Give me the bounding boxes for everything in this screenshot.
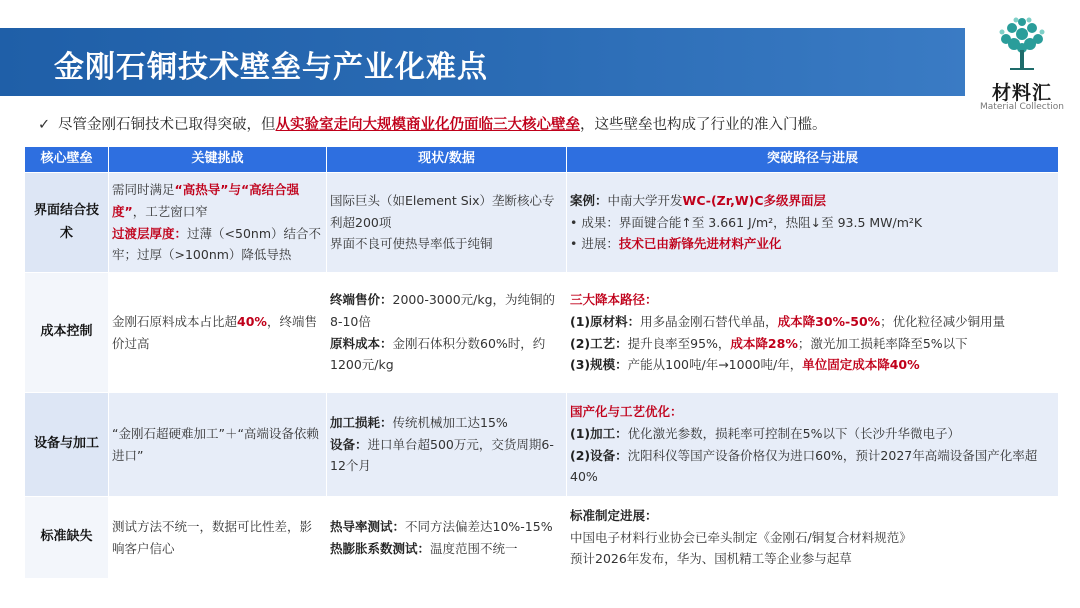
challenge-text: 金刚石原料成本占比超 [112,313,238,329]
path-text: • 进展： [570,236,619,252]
table-header-row [25,147,1059,173]
barrier-cell: 设备与加工 [25,393,109,497]
challenge-text: 过薄（<50nm）结合不牢；过厚（>100nm）降低导热 [112,225,321,263]
path-text: 产能从100吨/年→1000吨/年， [627,357,803,373]
barrier-cell: 界面结合技术 [25,173,109,273]
status-label: 热膨胀系数测试： [330,540,431,556]
tree-logo-icon [996,12,1048,72]
status-cell [327,173,567,273]
challenge-cell [109,273,327,393]
path-label: (2)设备： [570,447,628,463]
logo [972,12,1072,112]
page-title: 金刚石铜技术壁垒与产业化难点 [54,50,488,85]
challenge-text: 需同时满足 [112,181,175,197]
status-text: 2000-3000元/kg，为纯铜的8-10倍 [330,291,556,329]
intro-pre: 尽管金刚石铜技术已取得突破，但 [58,117,276,133]
path-line: 预计2026年发布，华为、国机精工等企业参与起草 [570,551,852,567]
status-line: 国际巨头（如Element Six）垄断核心专利超200项 [330,192,555,230]
status-line [330,434,563,478]
path-highlight: 成本降28% [730,335,798,351]
path-highlight: 技术已由新锋先进材料产业化 [618,236,782,252]
status-text: 金刚石体积分数60%时，约1200元/kg [330,335,546,373]
path-label: (1)原材料： [570,313,641,329]
header-path: 突破路径与进展 [567,147,1059,173]
status-text: 传统机械加工达15% [392,414,508,430]
status-cell [327,393,567,497]
status-cell [327,497,567,579]
path-line [570,333,1055,355]
status-text: 不同方法偏差达10%-15% [405,518,553,534]
challenge-text: “金刚石超硬难加工”＋“高端设备依赖进口” [112,425,319,463]
path-label: (1)加工： [570,425,628,441]
barrier-table [24,146,1059,579]
path-highlight: WC-(Zr,W)C多级界面层 [682,192,826,208]
status-line [330,412,563,434]
path-heading: 国产化与工艺优化： [570,403,683,419]
barrier-cell: 成本控制 [25,273,109,393]
intro-text [38,113,827,134]
header-challenge: 关键挑战 [109,147,327,173]
table-row [25,393,1059,497]
path-line: 中国电子材料行业协会已牵头制定《金刚石/铜复合材料规范》 [570,529,912,545]
path-cell [567,173,1059,273]
challenge-cell [109,497,327,579]
logo-text-en: Material Collection [980,102,1064,112]
path-text: 优化激光参数，损耗率可控制在5%以下（长沙升华微电子） [627,425,960,441]
status-line [330,516,563,538]
header-barrier: 核心壁垒 [25,147,109,173]
path-highlight: 成本降30%-50% [777,313,881,329]
path-label: (2)工艺： [570,335,628,351]
status-text: 进口单台超500万元，交货周期6-12个月 [330,436,554,474]
header-status: 现状/数据 [327,147,567,173]
status-line [330,289,563,333]
challenge-cell [109,393,327,497]
barrier-cell: 标准缺失 [25,497,109,579]
intro-highlight: 从实验室走向大规模商业化仍面临三大核心壁垒 [275,117,580,133]
path-line [570,445,1055,489]
status-line [330,333,563,377]
status-cell [327,273,567,393]
challenge-cell [109,173,327,273]
status-line: 界面不良可使热导率低于纯铜 [330,236,493,252]
challenge-highlight: 40% [237,313,267,329]
status-line [330,538,563,560]
check-icon: ✓ [38,117,51,133]
status-label: 热导率测试： [330,518,406,534]
path-line [570,354,1055,376]
status-label: 原料成本： [330,335,393,351]
path-heading: 标准制定进展： [570,507,658,523]
challenge-text: ，工艺窗口窄 [132,203,208,219]
path-text: 提升良率至95%， [627,335,731,351]
path-line [570,233,1055,255]
challenge-text: ，终端售价过高 [112,313,317,351]
logo-text-cn: 材料汇 [991,82,1052,104]
challenge-highlight: “高热导”与“高结合强度” [112,181,300,219]
path-line [570,190,1055,212]
path-text: 沈阳科仪等国产设备价格仅为进口60%，预计2027年高端设备国产化率超40% [570,447,1038,485]
table-row [25,273,1059,393]
path-cell [567,497,1059,579]
status-label: 设备： [330,436,368,452]
table-row [25,497,1059,579]
path-cell [567,393,1059,497]
path-text: ；激光加工损耗率降至5%以下 [797,335,968,351]
path-heading: 三大降本路径： [570,291,658,307]
path-line: • 成果：界面键合能↑至 3.661 J/m²，热阻↓至 93.5 MW/m²K [570,214,923,230]
table-row [25,173,1059,273]
path-highlight: 单位固定成本降40% [802,357,920,373]
path-line [570,423,1055,445]
path-line [570,311,1055,333]
challenge-text: 测试方法不统一，数据可比性差，影响客户信心 [112,518,313,556]
path-cell [567,273,1059,393]
path-text: 中南大学开发 [607,192,683,208]
path-label: 案例： [570,192,608,208]
path-text: 用多晶金刚石替代单晶， [640,313,778,329]
status-text: 温度范围不统一 [430,540,518,556]
path-text: ；优化粒径减少铜用量 [880,313,1006,329]
challenge-highlight: 过渡层厚度： [112,225,188,241]
path-label: (3)规模： [570,357,628,373]
status-label: 终端售价： [330,291,393,307]
intro-post: ，这些壁垒也构成了行业的准入门槛。 [580,117,827,133]
status-label: 加工损耗： [330,414,393,430]
